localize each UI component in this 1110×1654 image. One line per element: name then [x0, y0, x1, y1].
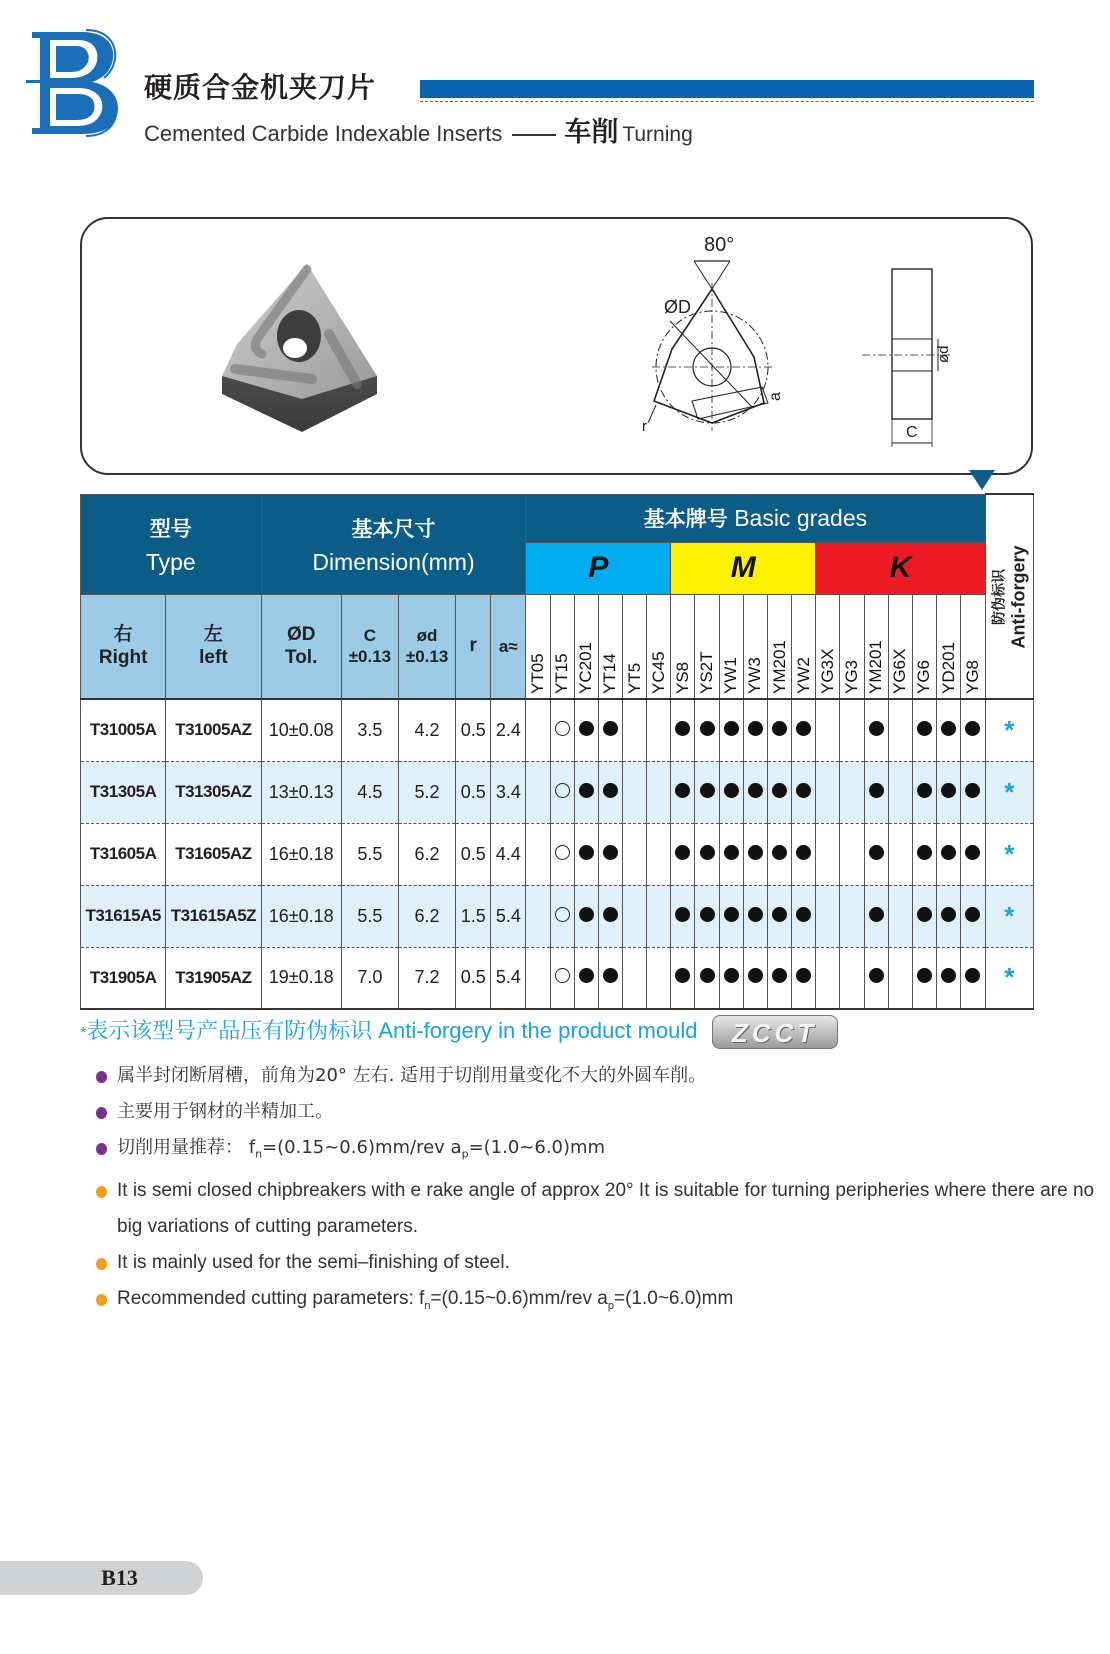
insert-side-view-drawing	[862, 259, 952, 449]
a-value-cell: 5.4	[491, 885, 526, 947]
header-accent-bar	[420, 80, 1034, 98]
radius-r-header: r	[456, 594, 491, 699]
grade-mark-cell	[888, 947, 912, 1009]
category-english: Turning	[622, 123, 693, 146]
grade-mark-cell	[719, 885, 743, 947]
grade-mark-cell	[550, 761, 574, 823]
grade-mark-cell	[671, 761, 695, 823]
hole-d-cell: 6.2	[398, 823, 455, 885]
filled-dot-icon	[917, 968, 932, 983]
grade-mark-cell	[912, 947, 936, 1009]
filled-dot-icon	[579, 968, 594, 983]
grade-mark-cell	[743, 761, 767, 823]
grade-mark-cell	[598, 947, 622, 1009]
open-circle-icon	[555, 721, 570, 736]
filled-dot-icon	[869, 783, 884, 798]
category-chinese: 车削	[564, 117, 619, 148]
anti-forgery-cell	[985, 699, 1033, 761]
feature-cn-1: 属半封闭断屑槽，前角为20° 左右. 适用于切削用量变化不大的外圆车削。	[96, 1058, 1096, 1094]
grade-mark-cell	[695, 761, 719, 823]
grade-mark-cell	[767, 823, 791, 885]
grade-mark-cell	[623, 761, 647, 823]
grade-header-yg6x: YG6X	[888, 594, 912, 699]
asterisk-icon: *	[1004, 714, 1015, 745]
table-row	[81, 885, 1034, 947]
thickness-C-cell: 3.5	[341, 699, 398, 761]
grade-header-yd201: YD201	[937, 594, 961, 699]
grade-mark-cell	[647, 947, 671, 1009]
filled-dot-icon	[579, 845, 594, 860]
grade-mark-cell	[671, 947, 695, 1009]
grade-mark-cell	[526, 761, 550, 823]
filled-dot-icon	[748, 968, 763, 983]
title-dash	[512, 134, 556, 136]
class-M-header: M	[671, 542, 816, 594]
asterisk-icon: *	[1004, 962, 1015, 993]
grade-mark-cell	[767, 947, 791, 1009]
filled-dot-icon	[917, 721, 932, 736]
grade-mark-cell	[937, 885, 961, 947]
filled-dot-icon	[796, 907, 811, 922]
filled-dot-icon	[603, 783, 618, 798]
grade-mark-cell	[695, 947, 719, 1009]
table-row	[81, 699, 1034, 761]
grade-mark-cell	[937, 699, 961, 761]
grade-mark-cell	[647, 885, 671, 947]
grade-mark-cell	[623, 885, 647, 947]
grade-mark-cell	[840, 761, 864, 823]
feature-en-1: It is semi closed chipbreakers with e rake angle of approx 20° It is suitable for turning peripheries where there are no big variations of cutting parameters.	[96, 1173, 1096, 1245]
filled-dot-icon	[965, 721, 980, 736]
grade-header-yg3x: YG3X	[816, 594, 840, 699]
a-header: a≈	[491, 594, 526, 699]
diameter-D-header: ØD Tol.	[261, 594, 341, 699]
grade-mark-cell	[526, 699, 550, 761]
table-row	[81, 823, 1034, 885]
class-K-header: K	[816, 542, 985, 594]
filled-dot-icon	[700, 721, 715, 736]
filled-dot-icon	[603, 968, 618, 983]
feature-cn-3: 切削用量推荐： $f_n=(0.15\sim 0.6)mm$/rev $a_p=(1.0\sim 6.0)mm$	[96, 1130, 1096, 1173]
grade-mark-cell	[912, 699, 936, 761]
right-model-cell: T31605A	[81, 823, 166, 885]
grade-mark-cell	[816, 947, 840, 1009]
grade-mark-cell	[888, 823, 912, 885]
a-value-cell: 2.4	[491, 699, 526, 761]
anti-forgery-cell	[985, 823, 1033, 885]
filled-dot-icon	[965, 783, 980, 798]
grade-mark-cell	[647, 761, 671, 823]
grade-mark-cell	[550, 699, 574, 761]
grade-mark-cell	[961, 699, 985, 761]
left-model-cell: T31005AZ	[166, 699, 261, 761]
title-chinese: 硬质合金机夹刀片	[144, 71, 377, 104]
diameter-D-cell: 16±0.18	[261, 823, 341, 885]
filled-dot-icon	[675, 845, 690, 860]
filled-dot-icon	[965, 845, 980, 860]
filled-dot-icon	[796, 721, 811, 736]
right-model-cell: T31305A	[81, 761, 166, 823]
anti-forgery-cell	[985, 885, 1033, 947]
grade-mark-cell	[598, 761, 622, 823]
filled-dot-icon	[675, 783, 690, 798]
grade-mark-cell	[864, 885, 888, 947]
angle-label: 80°	[704, 234, 735, 256]
filled-dot-icon	[724, 968, 739, 983]
grade-mark-cell	[574, 885, 598, 947]
filled-dot-icon	[772, 783, 787, 798]
insert-3d-render-icon	[217, 264, 397, 434]
orange-bullet-icon	[96, 1294, 107, 1306]
filled-dot-icon	[748, 721, 763, 736]
grade-mark-cell	[526, 947, 550, 1009]
table-row	[81, 947, 1034, 1009]
grade-mark-cell	[647, 823, 671, 885]
filled-dot-icon	[941, 783, 956, 798]
right-model-cell: T31905A	[81, 947, 166, 1009]
radius-r-cell: 0.5	[456, 823, 491, 885]
insert-top-view-drawing	[612, 221, 812, 461]
filled-dot-icon	[748, 783, 763, 798]
class-P-header: P	[526, 542, 671, 594]
grade-header-ym201: YM201	[767, 594, 791, 699]
grade-header-yw3: YW3	[743, 594, 767, 699]
grade-mark-cell	[937, 947, 961, 1009]
filled-dot-icon	[724, 783, 739, 798]
filled-dot-icon	[772, 845, 787, 860]
grade-mark-cell	[864, 823, 888, 885]
filled-dot-icon	[917, 783, 932, 798]
grade-mark-cell	[792, 885, 816, 947]
grade-mark-cell	[671, 699, 695, 761]
grade-header-yg8: YG8	[961, 594, 985, 699]
grade-mark-cell	[767, 761, 791, 823]
grade-mark-cell	[719, 699, 743, 761]
grade-mark-cell	[598, 885, 622, 947]
dimension-header: 基本尺寸 Dimension(mm)	[261, 494, 526, 594]
hole-d-cell: 6.2	[398, 885, 455, 947]
filled-dot-icon	[700, 907, 715, 922]
grade-mark-cell	[550, 885, 574, 947]
grade-mark-cell	[912, 761, 936, 823]
diameter-D-cell: 16±0.18	[261, 885, 341, 947]
grade-header-yt14: YT14	[598, 594, 622, 699]
filled-dot-icon	[675, 721, 690, 736]
filled-dot-icon	[869, 845, 884, 860]
asterisk-icon: *	[1004, 900, 1015, 931]
open-circle-icon	[555, 845, 570, 860]
a-label: a	[767, 392, 784, 401]
a-value-cell: 4.4	[491, 823, 526, 885]
filled-dot-icon	[772, 721, 787, 736]
filled-dot-icon	[965, 907, 980, 922]
filled-dot-icon	[675, 907, 690, 922]
hole-d-cell: 5.2	[398, 761, 455, 823]
left-model-cell: T31615A5Z	[166, 885, 261, 947]
filled-dot-icon	[796, 845, 811, 860]
filled-dot-icon	[603, 907, 618, 922]
grade-mark-cell	[719, 947, 743, 1009]
grade-mark-cell	[888, 885, 912, 947]
basic-grades-header: 基本牌号 Basic grades	[526, 494, 985, 542]
grade-mark-cell	[840, 885, 864, 947]
filled-dot-icon	[941, 968, 956, 983]
grade-header-yc45: YC45	[647, 594, 671, 699]
filled-dot-icon	[579, 721, 594, 736]
header-dashed-rule	[420, 101, 1034, 102]
orange-bullet-icon	[96, 1258, 107, 1270]
orange-bullet-icon	[96, 1186, 107, 1198]
grade-header-ys2t: YS2T	[695, 594, 719, 699]
open-circle-icon	[555, 907, 570, 922]
grade-mark-cell	[623, 947, 647, 1009]
filled-dot-icon	[965, 968, 980, 983]
right-model-cell: T31615A5	[81, 885, 166, 947]
grade-mark-cell	[816, 885, 840, 947]
left-model-cell: T31605AZ	[166, 823, 261, 885]
grade-header-yw2: YW2	[792, 594, 816, 699]
grade-mark-cell	[961, 823, 985, 885]
thickness-C-cell: 7.0	[341, 947, 398, 1009]
grade-mark-cell	[912, 823, 936, 885]
thickness-C-cell: 4.5	[341, 761, 398, 823]
radius-r-cell: 0.5	[456, 947, 491, 1009]
grade-header-yc201: YC201	[574, 594, 598, 699]
grade-mark-cell	[961, 761, 985, 823]
filled-dot-icon	[941, 721, 956, 736]
grade-mark-cell	[743, 699, 767, 761]
grade-header-yt15: YT15	[550, 594, 574, 699]
grade-mark-cell	[526, 885, 550, 947]
filled-dot-icon	[941, 907, 956, 922]
grade-mark-cell	[864, 761, 888, 823]
purple-bullet-icon	[96, 1071, 107, 1083]
radius-label: r	[642, 418, 647, 435]
grade-header-ym201: YM201	[864, 594, 888, 699]
grade-mark-cell	[743, 947, 767, 1009]
radius-r-cell: 0.5	[456, 699, 491, 761]
filled-dot-icon	[917, 907, 932, 922]
grade-mark-cell	[840, 947, 864, 1009]
grade-mark-cell	[961, 947, 985, 1009]
filled-dot-icon	[869, 721, 884, 736]
filled-dot-icon	[700, 845, 715, 860]
grade-header-yg3: YG3	[840, 594, 864, 699]
filled-dot-icon	[748, 907, 763, 922]
panel-pointer-triangle-icon	[969, 470, 995, 490]
grade-mark-cell	[550, 947, 574, 1009]
thickness-C-header: C ±0.13	[341, 594, 398, 699]
feature-en-3: Recommended cutting parameters: $f_n=(0.15\sim 0.6)mm$/rev $a_p=(1.0\sim 6.0)mm$	[96, 1281, 1096, 1324]
hole-d-label: ød	[935, 345, 952, 363]
grade-mark-cell	[598, 823, 622, 885]
asterisk-icon: *	[1004, 776, 1015, 807]
filled-dot-icon	[796, 968, 811, 983]
filled-dot-icon	[917, 845, 932, 860]
left-hand-header: 左 left	[166, 594, 261, 699]
grade-mark-cell	[816, 823, 840, 885]
thickness-C-label: C	[906, 424, 918, 441]
type-header: 型号 Type	[81, 494, 262, 594]
hole-d-header: ød ±0.13	[398, 594, 455, 699]
grade-mark-cell	[574, 823, 598, 885]
grade-mark-cell	[840, 699, 864, 761]
thickness-C-cell: 5.5	[341, 885, 398, 947]
right-model-cell: T31005A	[81, 699, 166, 761]
filled-dot-icon	[724, 845, 739, 860]
grade-table	[80, 493, 1034, 1010]
grade-mark-cell	[937, 761, 961, 823]
grade-mark-cell	[961, 885, 985, 947]
hole-d-cell: 7.2	[398, 947, 455, 1009]
filled-dot-icon	[603, 845, 618, 860]
grade-mark-cell	[792, 761, 816, 823]
grade-mark-cell	[840, 823, 864, 885]
diameter-D-label: ØD	[664, 297, 691, 317]
grade-mark-cell	[888, 761, 912, 823]
grade-mark-cell	[695, 885, 719, 947]
diameter-D-cell: 10±0.08	[261, 699, 341, 761]
filled-dot-icon	[700, 783, 715, 798]
purple-bullet-icon	[96, 1143, 107, 1155]
filled-dot-icon	[941, 845, 956, 860]
grade-mark-cell	[767, 699, 791, 761]
filled-dot-icon	[869, 907, 884, 922]
anti-forgery-cell	[985, 947, 1033, 1009]
filled-dot-icon	[700, 968, 715, 983]
grade-mark-cell	[743, 885, 767, 947]
grade-header-yt05: YT05	[526, 594, 550, 699]
left-model-cell: T31305AZ	[166, 761, 261, 823]
grade-mark-cell	[598, 699, 622, 761]
diameter-D-cell: 19±0.18	[261, 947, 341, 1009]
filled-dot-icon	[603, 721, 618, 736]
filled-dot-icon	[772, 907, 787, 922]
open-circle-icon	[555, 968, 570, 983]
grade-mark-cell	[719, 761, 743, 823]
filled-dot-icon	[869, 968, 884, 983]
grade-mark-cell	[864, 699, 888, 761]
grade-mark-cell	[671, 885, 695, 947]
anti-forgery-note: *表示该型号产品压有防伪标识 Anti-forgery in the product mould ZCCT	[80, 1014, 838, 1049]
feature-cn-2: 主要用于钢材的半精加工。	[96, 1094, 1096, 1130]
title-english	[144, 110, 693, 149]
grade-mark-cell	[743, 823, 767, 885]
grade-mark-cell	[647, 699, 671, 761]
grade-mark-cell	[792, 823, 816, 885]
filled-dot-icon	[675, 968, 690, 983]
section-b-logo	[26, 28, 122, 138]
grade-mark-cell	[864, 947, 888, 1009]
grade-mark-cell	[623, 823, 647, 885]
thickness-C-cell: 5.5	[341, 823, 398, 885]
radius-r-cell: 0.5	[456, 761, 491, 823]
grade-mark-cell	[550, 823, 574, 885]
grade-mark-cell	[574, 699, 598, 761]
grade-mark-cell	[719, 823, 743, 885]
a-value-cell: 3.4	[491, 761, 526, 823]
grade-mark-cell	[623, 699, 647, 761]
radius-r-cell: 1.5	[456, 885, 491, 947]
right-hand-header: 右 Right	[81, 594, 166, 699]
zcct-logo-icon: ZCCT	[712, 1015, 838, 1049]
grade-mark-cell	[912, 885, 936, 947]
grade-header-ys8: YS8	[671, 594, 695, 699]
purple-bullet-icon	[96, 1107, 107, 1119]
insert-figure-panel	[80, 217, 1033, 475]
filled-dot-icon	[724, 907, 739, 922]
filled-dot-icon	[796, 783, 811, 798]
filled-dot-icon	[579, 907, 594, 922]
a-value-cell: 5.4	[491, 947, 526, 1009]
grade-header-yt5: YT5	[623, 594, 647, 699]
title-english-text: Cemented Carbide Indexable Inserts	[144, 121, 503, 146]
grade-mark-cell	[816, 699, 840, 761]
grade-mark-cell	[574, 947, 598, 1009]
grade-mark-cell	[792, 947, 816, 1009]
anti-forgery-header: 防伪标识 Anti-forgery	[985, 494, 1033, 699]
table-row	[81, 761, 1034, 823]
grade-mark-cell	[695, 699, 719, 761]
grade-header-yw1: YW1	[719, 594, 743, 699]
grade-mark-cell	[937, 823, 961, 885]
filled-dot-icon	[772, 968, 787, 983]
filled-dot-icon	[748, 845, 763, 860]
grade-mark-cell	[695, 823, 719, 885]
diameter-D-cell: 13±0.13	[261, 761, 341, 823]
feature-list	[96, 1058, 1096, 1323]
hole-d-cell: 4.2	[398, 699, 455, 761]
grade-mark-cell	[574, 761, 598, 823]
page-number-tab	[0, 1561, 203, 1595]
asterisk-icon: *	[1004, 838, 1015, 869]
feature-en-2: It is mainly used for the semi–finishing of steel.	[96, 1245, 1096, 1281]
grade-header-yg6: YG6	[912, 594, 936, 699]
filled-dot-icon	[724, 721, 739, 736]
anti-forgery-cell	[985, 761, 1033, 823]
grade-mark-cell	[816, 761, 840, 823]
grade-mark-cell	[671, 823, 695, 885]
grade-mark-cell	[526, 823, 550, 885]
page-number: B13	[101, 1565, 138, 1590]
filled-dot-icon	[579, 783, 594, 798]
grade-mark-cell	[792, 699, 816, 761]
left-model-cell: T31905AZ	[166, 947, 261, 1009]
open-circle-icon	[555, 783, 570, 798]
grade-mark-cell	[888, 699, 912, 761]
grade-mark-cell	[767, 885, 791, 947]
